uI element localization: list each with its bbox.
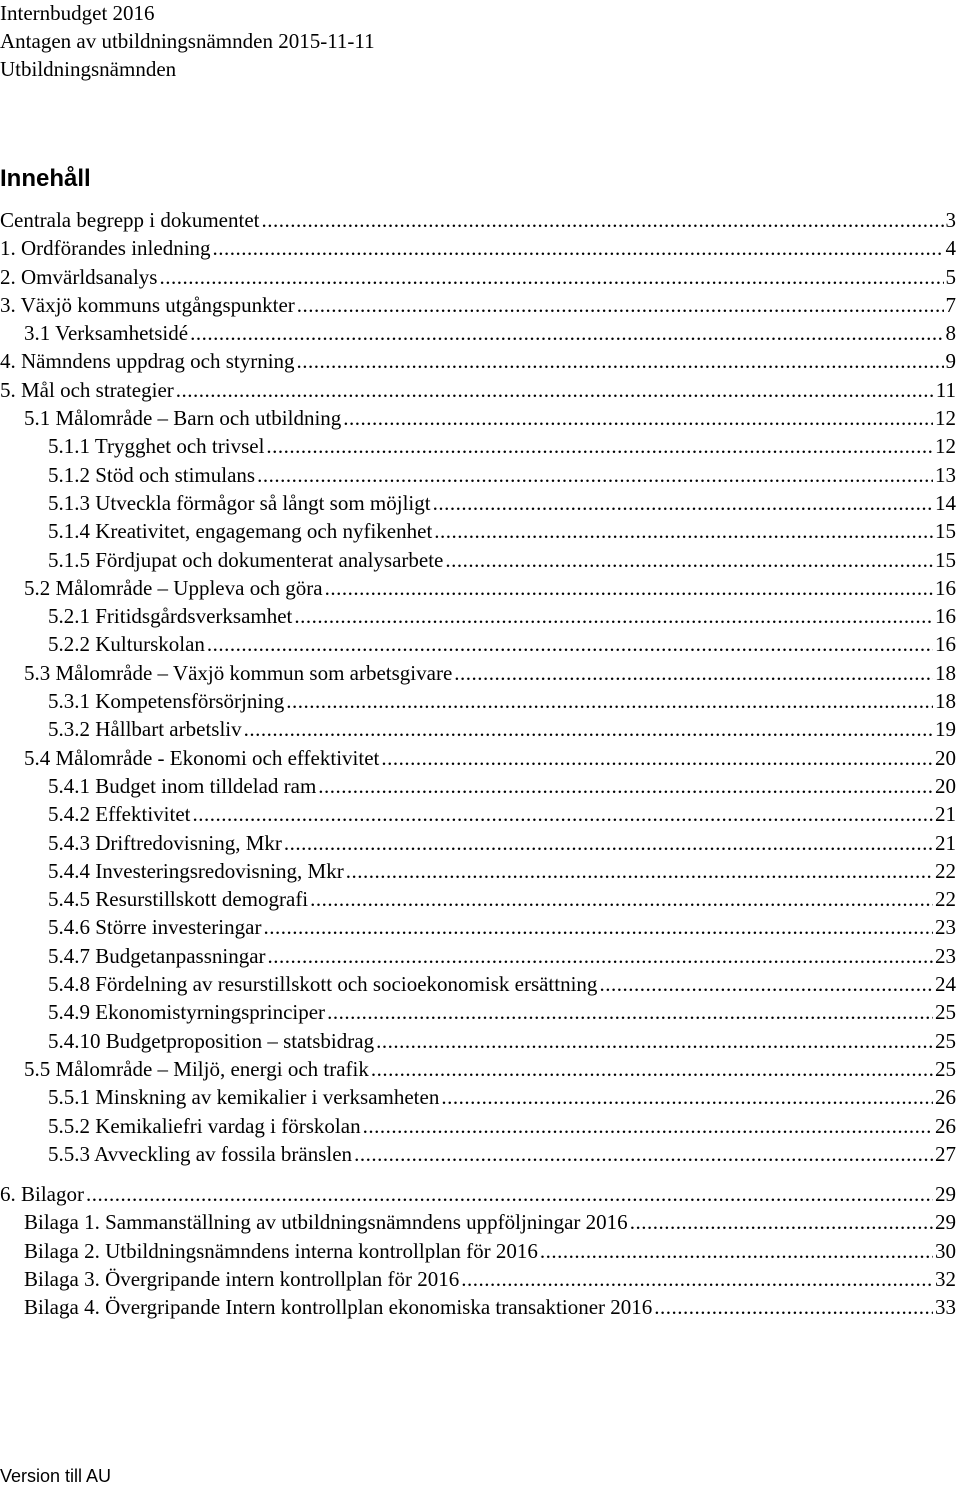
- toc-entry[interactable]: [0, 885, 956, 913]
- toc-entry[interactable]: [0, 602, 956, 630]
- toc-dot-leader: [433, 489, 933, 517]
- toc-entry-page: 12: [935, 434, 956, 459]
- toc-entry-page: 3: [945, 208, 956, 232]
- toc-dot-leader: [434, 517, 933, 545]
- toc-dot-leader: [86, 1180, 933, 1208]
- toc-dot-leader: [294, 602, 933, 630]
- toc-entry[interactable]: [0, 1180, 956, 1208]
- toc-dot-leader: [193, 800, 934, 828]
- toc-entry[interactable]: [0, 517, 956, 545]
- toc-entry-page: 30: [935, 1238, 956, 1263]
- toc-entry-label: 5.1.1 Trygghet och trivsel: [48, 434, 265, 459]
- toc-entry-page: 23: [935, 915, 956, 940]
- toc-entry-label: 5.5.3 Avveckling av fossila bränslen: [48, 1141, 353, 1166]
- toc-entry-page: 9: [945, 349, 956, 374]
- toc-entry-label: 3. Växjö kommuns utgångspunkter: [0, 292, 295, 317]
- toc-entry[interactable]: [0, 291, 956, 319]
- toc-heading: Innehåll: [0, 165, 91, 192]
- toc-entry-label: 4. Nämndens uppdrag och styrning: [0, 349, 295, 374]
- toc-entry-label: 5.5.2 Kemikaliefri vardag i förskolan: [48, 1113, 361, 1138]
- toc-entry-page: 20: [935, 745, 956, 770]
- toc-entry-page: 7: [945, 292, 956, 317]
- toc-entry[interactable]: [0, 659, 956, 687]
- toc-entry-label: Centrala begrepp i dokumentet: [0, 208, 260, 232]
- toc-entry-label: Bilaga 4. Övergripande Intern kontrollplan ekonomiska transaktioner 2016: [24, 1295, 653, 1320]
- toc-dot-leader: [376, 1027, 933, 1055]
- toc-dot-leader: [327, 998, 933, 1026]
- toc-entry[interactable]: [0, 234, 956, 262]
- toc-entry[interactable]: [0, 800, 956, 828]
- toc-entry-label: 5.3 Målområde – Växjö kommun som arbetsgivare: [24, 660, 453, 685]
- toc-dot-leader: [263, 913, 933, 941]
- toc-entry[interactable]: [0, 574, 956, 602]
- toc-entry-label: 5. Mål och strategier: [0, 377, 174, 402]
- toc-dot-leader: [371, 1055, 933, 1083]
- toc-entry-label: 5.4.7 Budgetanpassningar: [48, 943, 266, 968]
- toc-dot-leader: [343, 404, 933, 432]
- toc-entry-page: 5: [945, 264, 956, 289]
- toc-entry-page: 26: [935, 1085, 956, 1110]
- toc-dot-leader: [297, 347, 944, 375]
- toc-dot-leader: [441, 1083, 933, 1111]
- toc-dot-leader: [540, 1237, 933, 1265]
- toc-entry[interactable]: [0, 1140, 956, 1168]
- toc-entry-page: 15: [935, 519, 956, 544]
- document-header: [0, 0, 375, 83]
- toc-entry-page: 22: [935, 887, 956, 912]
- toc-entry[interactable]: [0, 206, 956, 234]
- toc-entry-label: 5.4.4 Investeringsredovisning, Mkr: [48, 858, 344, 883]
- toc-dot-leader: [176, 376, 934, 404]
- toc-entry-label: 5.4 Målområde - Ekonomi och effektivitet: [24, 745, 380, 770]
- toc-entry[interactable]: [0, 1237, 956, 1265]
- toc-entry-page: 27: [935, 1141, 956, 1166]
- toc-entry[interactable]: [0, 347, 956, 375]
- toc-entry-label: Bilaga 2. Utbildningsnämndens interna kontrollplan för 2016: [24, 1238, 538, 1263]
- toc-entry-page: 15: [935, 547, 956, 572]
- toc-entry-label: 1. Ordförandes inledning: [0, 236, 211, 261]
- toc-dot-leader: [190, 319, 943, 347]
- toc-dot-leader: [599, 970, 933, 998]
- toc-entry-page: 16: [935, 604, 956, 629]
- toc-entry-label: 5.4.10 Budgetproposition – statsbidrag: [48, 1028, 375, 1053]
- toc-entry-label: 5.4.8 Fördelning av resurstillskott och socioekonomisk ersättning: [48, 972, 598, 997]
- toc-entry-label: 5.2 Målområde – Uppleva och göra: [24, 575, 323, 600]
- version-footer: Version till AU: [0, 1466, 112, 1486]
- toc-entry[interactable]: [0, 829, 956, 857]
- toc-entry[interactable]: [0, 998, 956, 1026]
- toc-entry-page: 29: [935, 1210, 956, 1235]
- toc-entry[interactable]: [0, 1208, 956, 1236]
- toc-entry-label: 5.5.1 Minskning av kemikalier i verksamheten: [48, 1085, 440, 1110]
- toc-entry-page: 25: [935, 1028, 956, 1053]
- toc-entry[interactable]: [0, 715, 956, 743]
- toc-dot-leader: [381, 744, 933, 772]
- toc-entry-label: 5.2.1 Fritidsgårdsverksamhet: [48, 604, 293, 629]
- toc-entry-page: 19: [935, 717, 956, 742]
- toc-dot-leader: [445, 546, 933, 574]
- toc-entry-page: 21: [935, 830, 956, 855]
- toc-entry-label: Bilaga 1. Sammanställning av utbildningsnämndens uppföljningar 2016: [24, 1210, 628, 1235]
- toc-entry-label: 3.1 Verksamhetsidé: [24, 321, 189, 346]
- toc-entry-label: 5.5 Målområde – Miljö, energi och trafik: [24, 1056, 369, 1081]
- toc-entry-label: 5.1.5 Fördjupat och dokumenterat analysarbete: [48, 547, 444, 572]
- toc-dot-leader: [244, 715, 933, 743]
- toc-dot-leader: [654, 1293, 933, 1321]
- toc-entry-label: 5.1.3 Utveckla förmågor så långt som möjligt: [48, 490, 431, 515]
- toc-entry-page: 16: [935, 575, 956, 600]
- toc-entry-page: 14: [935, 490, 956, 515]
- toc-entry[interactable]: [0, 913, 956, 941]
- toc-dot-leader: [461, 1265, 933, 1293]
- toc-entry-page: 18: [935, 689, 956, 714]
- toc-entry-page: 26: [935, 1113, 956, 1138]
- toc-entry-label: Bilaga 3. Övergripande intern kontrollplan för 2016: [24, 1266, 460, 1291]
- toc-entry-page: 8: [945, 321, 956, 346]
- toc-entry-page: 4: [945, 236, 956, 261]
- toc-dot-leader: [297, 291, 944, 319]
- toc-entry[interactable]: [0, 1293, 956, 1321]
- toc-dot-leader: [159, 263, 943, 291]
- toc-entry-label: 6. Bilagor: [0, 1182, 84, 1207]
- toc-entry-label: 5.4.9 Ekonomistyrningsprinciper: [48, 1000, 326, 1025]
- toc-dot-leader: [268, 942, 933, 970]
- toc-entry[interactable]: [0, 970, 956, 998]
- toc-entry-label: 5.4.3 Driftredovisning, Mkr: [48, 830, 282, 855]
- toc-dot-leader: [213, 234, 944, 262]
- toc-entry[interactable]: [0, 1083, 956, 1111]
- toc-entry[interactable]: [0, 432, 956, 460]
- toc-entry-label: 5.4.5 Resurstillskott demografi: [48, 887, 309, 912]
- toc-entry-label: 5.4.2 Effektivitet: [48, 802, 191, 827]
- toc-entry[interactable]: [0, 1027, 956, 1055]
- toc-entry-page: 11: [935, 377, 956, 402]
- toc-dot-leader: [454, 659, 933, 687]
- toc-entry-label: 5.3.2 Hållbart arbetsliv: [48, 717, 242, 742]
- committee-name: Utbildningsnämnden: [0, 57, 177, 81]
- toc-entry-label: 5.1 Målområde – Barn och utbildning: [24, 406, 342, 431]
- table-of-contents: [0, 206, 956, 1322]
- toc-entry[interactable]: [0, 263, 956, 291]
- toc-dot-leader: [310, 885, 933, 913]
- toc-entry[interactable]: [0, 857, 956, 885]
- toc-entry-label: 5.4.6 Större investeringar: [48, 915, 262, 940]
- toc-entry[interactable]: [0, 404, 956, 432]
- toc-dot-leader: [262, 206, 944, 234]
- toc-entry-page: 23: [935, 943, 956, 968]
- toc-entry-label: 5.4.1 Budget inom tilldelad ram: [48, 773, 317, 798]
- toc-entry-page: 13: [935, 462, 956, 487]
- toc-dot-leader: [266, 432, 933, 460]
- toc-dot-leader: [346, 857, 933, 885]
- toc-entry-page: 24: [935, 972, 956, 997]
- toc-dot-leader: [318, 772, 933, 800]
- toc-entry-page: 29: [935, 1182, 956, 1207]
- toc-dot-leader: [325, 574, 933, 602]
- toc-dot-leader: [354, 1140, 933, 1168]
- toc-entry-page: 18: [935, 660, 956, 685]
- toc-entry-label: 5.1.4 Kreativitet, engagemang och nyfikenhet: [48, 519, 433, 544]
- toc-entry-page: 20: [935, 773, 956, 798]
- toc-dot-leader: [363, 1112, 933, 1140]
- toc-entry[interactable]: [0, 546, 956, 574]
- toc-entry[interactable]: [0, 687, 956, 715]
- toc-entry-page: 33: [935, 1295, 956, 1320]
- toc-entry-page: 21: [935, 802, 956, 827]
- toc-entry[interactable]: [0, 319, 956, 347]
- toc-dot-leader: [257, 461, 933, 489]
- toc-entry[interactable]: [0, 461, 956, 489]
- toc-entry-label: 5.1.2 Stöd och stimulans: [48, 462, 256, 487]
- toc-entry[interactable]: [0, 630, 956, 658]
- toc-entry[interactable]: [0, 1265, 956, 1293]
- document-title: Internbudget 2016: [0, 1, 155, 25]
- toc-entry[interactable]: [0, 1055, 956, 1083]
- toc-entry-label: 5.2.2 Kulturskolan: [48, 632, 205, 657]
- toc-entry-page: 22: [935, 858, 956, 883]
- toc-dot-leader: [286, 687, 933, 715]
- toc-entry[interactable]: [0, 772, 956, 800]
- toc-entry[interactable]: [0, 489, 956, 517]
- toc-entry[interactable]: [0, 744, 956, 772]
- adoption-date: Antagen av utbildningsnämnden 2015-11-11: [0, 29, 375, 53]
- toc-entry-label: 5.3.1 Kompetensförsörjning: [48, 689, 285, 714]
- toc-dot-leader: [207, 630, 933, 658]
- toc-entry-page: 25: [935, 1000, 956, 1025]
- toc-entry-label: 2. Omvärldsanalys: [0, 264, 158, 289]
- toc-entry[interactable]: [0, 376, 956, 404]
- toc-entry-page: 32: [935, 1266, 956, 1291]
- toc-dot-leader: [630, 1208, 933, 1236]
- toc-entry[interactable]: [0, 942, 956, 970]
- toc-entry-page: 25: [935, 1056, 956, 1081]
- toc-dot-leader: [284, 829, 933, 857]
- toc-entry[interactable]: [0, 1112, 956, 1140]
- toc-entry-page: 12: [935, 406, 956, 431]
- toc-entry-page: 16: [935, 632, 956, 657]
